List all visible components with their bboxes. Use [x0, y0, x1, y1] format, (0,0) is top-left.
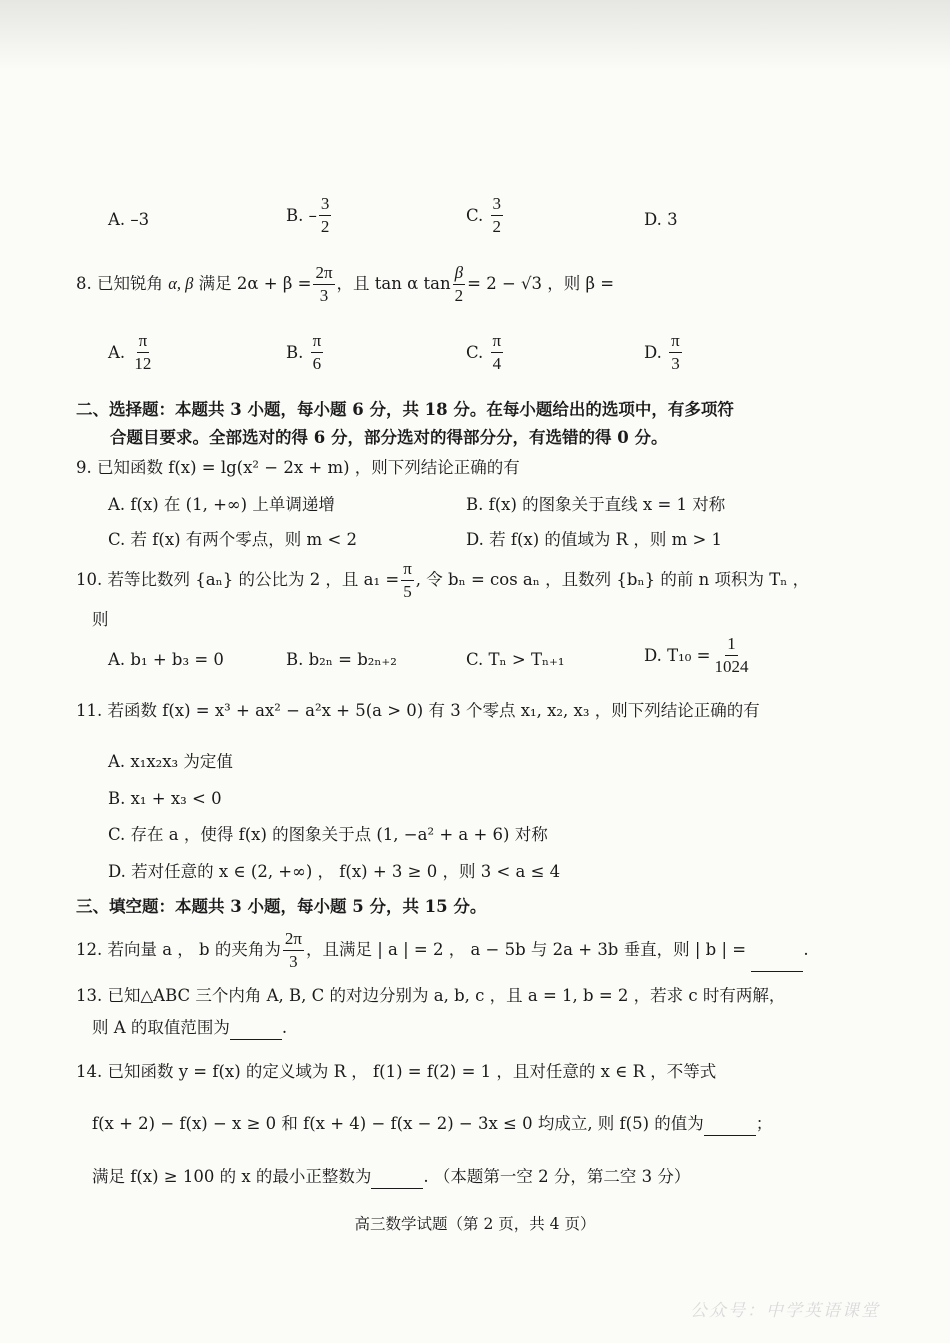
- q8-option-d-fraction: $\frac{\pi}{3}$: [671, 331, 680, 373]
- q8-option-b[interactable]: B. $\frac{\pi}{6}$: [286, 331, 322, 373]
- q10-stem: 10. 若等比数列 {aₙ} 的公比为 2 ，且 a₁ = $\frac{\pi}{5}$ , 令 bₙ = cos aₙ ，且数列 {bₙ} 的前 n 项积为 Tₙ ，: [76, 559, 810, 601]
- q14-answer-blank-1[interactable]: [704, 1117, 756, 1136]
- q8-option-d[interactable]: D. $\frac{\pi}{3}$: [644, 331, 680, 373]
- scan-shadow: [0, 0, 950, 70]
- q11-option-c[interactable]: C. 存在 a ，使得 f(x) 的图象关于点 (1, −a² + a + 6) 对称: [108, 825, 548, 844]
- q11-option-b[interactable]: B. x₁ + x₃ < 0: [108, 789, 222, 808]
- q9-option-b[interactable]: B. f(x) 的图象关于直线 x = 1 对称: [466, 495, 726, 514]
- q12-stem: 12. 若向量 a ， b 的夹角为 $\frac{2\pi}{3}$ ，且满足 | a | = 2 ， a − 5b 与 2a + 3b 垂直，则 | b | = .: [76, 929, 809, 971]
- watermark: 公众号：中学英语课堂: [690, 1301, 880, 1321]
- section2-heading-line2: 合题目要求。全部选对的得 6 分，部分选对的得部分分，有选错的得 0 分。: [110, 428, 668, 447]
- q11-option-a[interactable]: A. x₁x₂x₃ 为定值: [108, 752, 233, 771]
- q7-option-b[interactable]: B. – $\frac{3}{2}$: [286, 194, 330, 236]
- q8-fraction-beta-2: $\frac{\beta}{2}$: [454, 263, 464, 305]
- q8-option-c-fraction: $\frac{\pi}{4}$: [492, 331, 502, 373]
- q10-option-d[interactable]: D. T₁₀ = $\frac{1}{1024}$: [644, 634, 749, 676]
- q10-option-a[interactable]: A. b₁ + b₃ = 0: [108, 650, 224, 669]
- q9-stem: 9. 已知函数 f(x) = lg(x² − 2x + m) ，则下列结论正确的有: [76, 458, 520, 477]
- q8-option-c[interactable]: C. $\frac{\pi}{4}$: [466, 331, 502, 373]
- q14-stem-line1: 14. 已知函数 y = f(x) 的定义域为 R ， f(1) = f(2) = 1 ，且对任意的 x ∈ R ，不等式: [76, 1062, 717, 1081]
- q7-option-d[interactable]: D. 3: [644, 210, 678, 229]
- q12-answer-blank[interactable]: [751, 953, 803, 972]
- q7-option-c[interactable]: C. $\frac{3}{2}$: [466, 194, 502, 236]
- q11-option-d[interactable]: D. 若对任意的 x ∈ (2, +∞) ， f(x) + 3 ≥ 0 ，则 3 < a ≤ 4: [108, 862, 561, 881]
- q8-option-a[interactable]: A. $\frac{\pi}{12}$: [108, 331, 152, 373]
- q10-fraction-pi-5: $\frac{\pi}{5}$: [403, 559, 412, 601]
- q8-option-b-fraction: $\frac{\pi}{6}$: [312, 331, 322, 373]
- q13-stem-line2: 则 A 的取值范围为 .: [92, 1016, 287, 1040]
- q7-option-b-fraction: $\frac{3}{2}$: [320, 194, 330, 236]
- section3-heading: 三、填空题：本题共 3 小题，每小题 5 分，共 15 分。: [76, 897, 487, 916]
- q14-answer-blank-2[interactable]: [371, 1170, 423, 1189]
- q13-answer-blank[interactable]: [230, 1021, 282, 1040]
- q8-option-a-fraction: $\frac{\pi}{12}$: [134, 331, 152, 373]
- section2-heading-line1: 二、选择题：本题共 3 小题，每小题 6 分，共 18 分。在每小题给出的选项中，有多项符: [76, 400, 734, 419]
- q8-fraction-2pi-3: $\frac{2\pi}{3}$: [315, 263, 333, 305]
- q7-option-a[interactable]: A. –3: [108, 210, 150, 229]
- q10-option-b[interactable]: B. b₂ₙ = b₂ₙ₊₂: [286, 650, 397, 669]
- q12-fraction-2pi-3: $\frac{2\pi}{3}$: [284, 929, 302, 971]
- q13-stem-line1: 13. 已知△ABC 三个内角 A, B, C 的对边分别为 a, b, c ，且 a = 1, b = 2 ，若求 c 时有两解，: [76, 986, 786, 1005]
- q14-stem-line2: f(x + 2) − f(x) − x ≥ 0 和 f(x + 4) − f(x − 2) − 3x ≤ 0 均成立, 则 f(5) 的值为 ；: [92, 1112, 772, 1136]
- q14-stem-line3: 满足 f(x) ≥ 100 的 x 的最小正整数为 . （本题第一空 2 分，第二空 3 分）: [92, 1165, 690, 1189]
- page-footer: 高三数学试题（第 2 页，共 4 页）: [354, 1215, 596, 1233]
- q10-option-d-fraction: $\frac{1}{1024}$: [714, 634, 749, 676]
- q11-stem: 11. 若函数 f(x) = x³ + ax² − a²x + 5(a > 0) 有 3 个零点 x₁, x₂, x₃ ，则下列结论正确的有: [76, 701, 760, 720]
- q9-option-a[interactable]: A. f(x) 在 (1, +∞) 上单调递增: [108, 495, 335, 514]
- q9-option-d[interactable]: D. 若 f(x) 的值域为 R ，则 m > 1: [466, 530, 723, 549]
- q7-option-c-fraction: $\frac{3}{2}$: [492, 194, 502, 236]
- q10-option-c[interactable]: C. Tₙ > Tₙ₊₁: [466, 650, 565, 669]
- q8-stem: 8. 已知锐角 α, β 满足 2α + β = $\frac{2\pi}{3}$ ，且 tan α tan $\frac{\beta}{2}$ = 2 − √3 ，则 β =: [76, 263, 615, 305]
- q10-stem-line2: 则: [92, 610, 109, 629]
- q9-option-c[interactable]: C. 若 f(x) 有两个零点，则 m < 2: [108, 530, 358, 549]
